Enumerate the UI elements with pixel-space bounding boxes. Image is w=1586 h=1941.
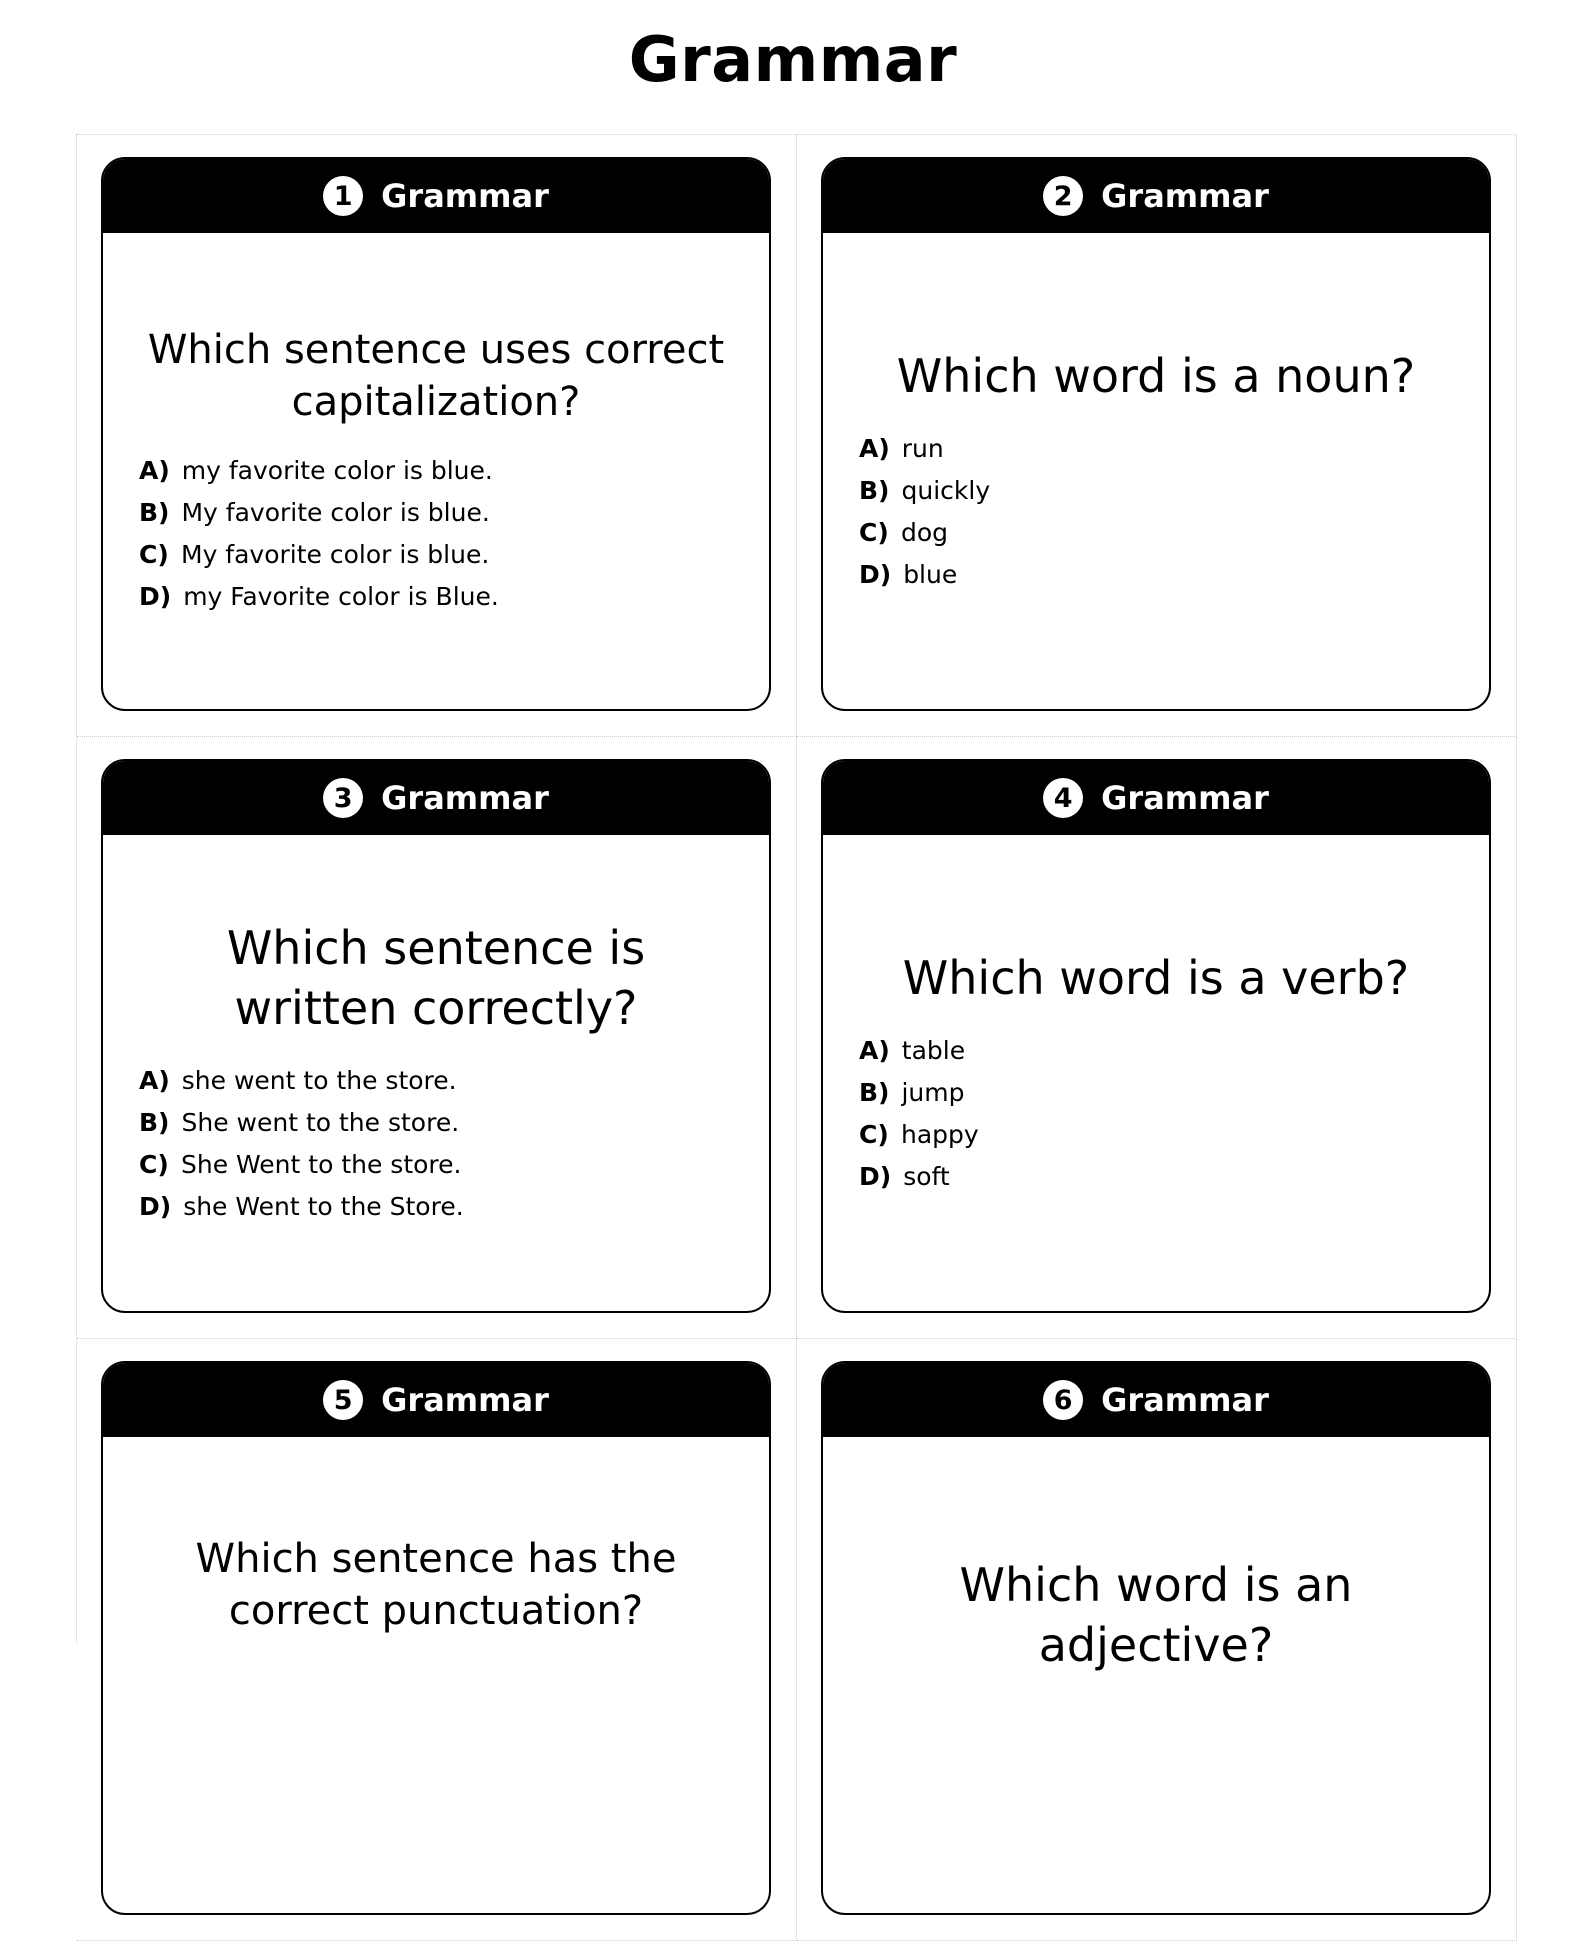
card-header xyxy=(103,159,769,233)
option-letter: D) xyxy=(859,560,892,589)
card-cell xyxy=(797,135,1517,737)
option-letter: A) xyxy=(139,1066,170,1095)
option-a xyxy=(859,1030,1453,1072)
card-body xyxy=(823,1437,1489,1913)
card-category: Grammar xyxy=(1101,177,1269,215)
card-body xyxy=(103,1437,769,1913)
options-list xyxy=(859,428,1453,596)
card-cell xyxy=(77,1339,797,1941)
option-text: my favorite color is blue. xyxy=(181,456,493,485)
option-letter: A) xyxy=(859,434,890,463)
card-body xyxy=(103,233,769,709)
card-category: Grammar xyxy=(381,1381,549,1419)
question-text: Which word is a verb? xyxy=(902,951,1410,1005)
option-text: My favorite color is blue. xyxy=(181,540,490,569)
card-cell xyxy=(797,737,1517,1339)
option-text: soft xyxy=(903,1162,950,1191)
option-b xyxy=(859,470,1453,512)
options-list xyxy=(139,450,733,618)
card-cell xyxy=(77,737,797,1339)
option-text: table xyxy=(901,1036,966,1065)
option-letter: B) xyxy=(139,1108,170,1137)
option-b xyxy=(859,1072,1453,1114)
question-text: Which sentence uses correct capitalization? xyxy=(147,327,725,425)
option-d xyxy=(139,1186,733,1228)
question-card xyxy=(821,759,1491,1313)
option-text: jump xyxy=(901,1078,965,1107)
option-text: She Went to the store. xyxy=(181,1150,462,1179)
option-c xyxy=(139,1144,733,1186)
option-text: my Favorite color is Blue. xyxy=(183,582,499,611)
option-d xyxy=(859,554,1453,596)
option-text: dog xyxy=(901,518,949,547)
card-cell xyxy=(77,135,797,737)
option-text: quickly xyxy=(901,476,991,505)
question-card xyxy=(101,157,771,711)
card-number-badge: 1 xyxy=(323,176,363,216)
option-text: run xyxy=(901,434,944,463)
option-d xyxy=(139,576,733,618)
option-text: blue xyxy=(903,560,958,589)
card-category: Grammar xyxy=(1101,779,1269,817)
card-body xyxy=(103,835,769,1311)
card-number-badge: 5 xyxy=(323,1380,363,1420)
question-text: Which sentence is written correctly? xyxy=(226,921,646,1035)
option-letter: B) xyxy=(859,1078,890,1107)
option-b xyxy=(139,492,733,534)
card-body xyxy=(823,835,1489,1311)
option-text: My favorite color is blue. xyxy=(181,498,490,527)
option-letter: C) xyxy=(859,518,889,547)
question-card xyxy=(101,1361,771,1915)
card-body xyxy=(823,233,1489,709)
card-category: Grammar xyxy=(381,779,549,817)
option-a xyxy=(139,450,733,492)
option-d xyxy=(859,1156,1453,1198)
option-letter: D) xyxy=(859,1162,892,1191)
question-card xyxy=(821,157,1491,711)
option-letter: D) xyxy=(139,1192,172,1221)
option-letter: A) xyxy=(859,1036,890,1065)
option-c xyxy=(139,534,733,576)
option-c xyxy=(859,512,1453,554)
option-text: she went to the store. xyxy=(181,1066,457,1095)
option-letter: C) xyxy=(139,1150,169,1179)
question-card xyxy=(821,1361,1491,1915)
option-text: she Went to the Store. xyxy=(183,1192,464,1221)
card-header xyxy=(823,1363,1489,1437)
page-title: Grammar xyxy=(628,23,958,96)
card-header xyxy=(103,1363,769,1437)
card-header xyxy=(823,761,1489,835)
card-category: Grammar xyxy=(381,177,549,215)
option-letter: C) xyxy=(859,1120,889,1149)
card-number-badge: 3 xyxy=(323,778,363,818)
card-category: Grammar xyxy=(1101,1381,1269,1419)
card-number-badge: 6 xyxy=(1043,1380,1083,1420)
question-text: Which sentence has the correct punctuation? xyxy=(195,1536,677,1634)
question-text: Which word is a noun? xyxy=(896,349,1416,403)
option-letter: D) xyxy=(139,582,172,611)
option-letter: C) xyxy=(139,540,169,569)
card-number-badge: 4 xyxy=(1043,778,1083,818)
question-text: Which word is an adjective? xyxy=(959,1558,1353,1672)
options-list xyxy=(859,1030,1453,1198)
card-header xyxy=(103,761,769,835)
option-letter: B) xyxy=(139,498,170,527)
option-letter: B) xyxy=(859,476,890,505)
option-b xyxy=(139,1102,733,1144)
card-grid xyxy=(76,134,1516,1672)
option-text: happy xyxy=(901,1120,979,1149)
options-list xyxy=(139,1060,733,1228)
option-text: She went to the store. xyxy=(181,1108,460,1137)
option-c xyxy=(859,1114,1453,1156)
option-a xyxy=(859,428,1453,470)
card-cell xyxy=(797,1339,1517,1941)
question-card xyxy=(101,759,771,1313)
card-header xyxy=(823,159,1489,233)
card-number-badge: 2 xyxy=(1043,176,1083,216)
option-a xyxy=(139,1060,733,1102)
option-letter: A) xyxy=(139,456,170,485)
